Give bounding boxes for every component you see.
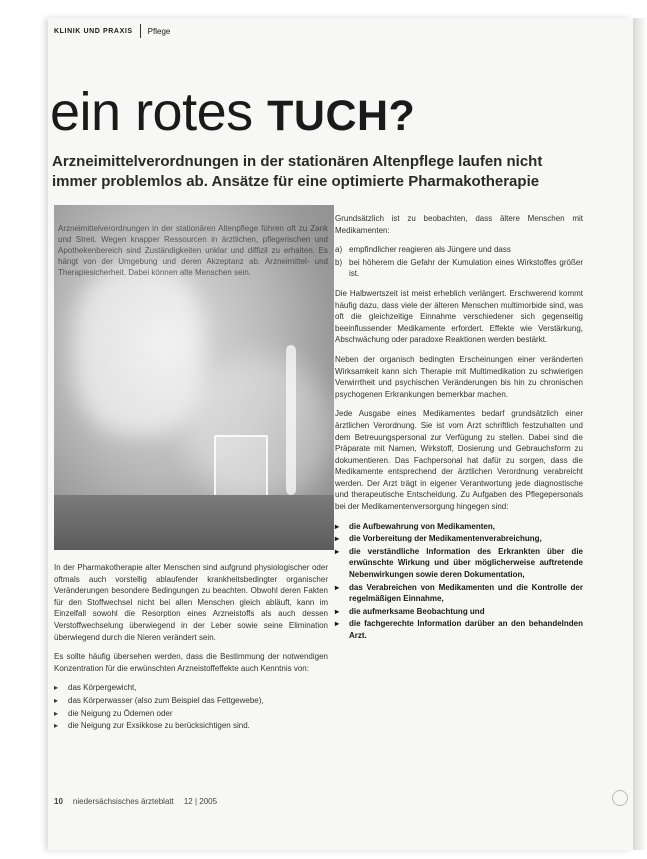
right-column — [335, 213, 583, 650]
photo-blur-shape — [74, 265, 204, 435]
paragraph: Die Halbwertszeit ist meist erheblich verlängert. Erschwerend kommt häufig dazu, dass viele der älteren Menschen multimorbide sind, was oft die gleichzeitige Einnahme verschiedener sich gegenseitig beeinflussender Medikamente erfordert. Effekte wie Verstärkung, Abschwächung oder paradoxe Reaktionen werden bestärkt. — [335, 288, 583, 345]
list-item: ▸ die Neigung zur Exsikkose zu berücksichtigen sind. — [54, 721, 250, 731]
bullet-icon: ▸ — [335, 619, 340, 629]
intro-paragraph: Arzneimittelverordnungen in der stationären Altenpflege führen oft zu Zank und Streit. Wegen knapper Ressourcen in ärztlichen, pflegerischen und Apothekenbereich sind Zuständigkeiten unklar und diffizil zu erhalten. Es hängt von der Umgebung und deren Akzeptanz ab. Arzneimittel- und Therapiesicherheit. Dabei können alte Menschen sein. — [58, 224, 328, 277]
bullet-icon: ▸ — [335, 606, 340, 616]
photo-table — [54, 495, 334, 550]
bullet-icon: ▸ — [54, 708, 59, 718]
paragraph: Es sollte häufig übersehen werden, dass die Bestimmung der notwendigen Konzentration für die erwünschten Arzneistoffeffekte auch Kenntnis von: — [54, 652, 328, 673]
bullet-icon: ▸ — [335, 546, 340, 556]
list-item: ▸ das Körpergewicht, — [54, 683, 137, 693]
header-divider — [140, 24, 141, 38]
list-item: ▸ die aufmerksame Beobachtung und — [335, 606, 485, 616]
list-item: ▸ die fachgerechte Information darüber an den behandelnden Arzt. — [335, 619, 583, 640]
bullet-icon: ▸ — [335, 582, 340, 592]
page-footer — [54, 797, 217, 806]
section-header — [54, 24, 170, 38]
section-label: KLINIK UND PRAXIS — [54, 27, 133, 35]
publication-name: niedersächsisches ärzteblatt — [72, 797, 174, 806]
title-bold: TUCH? — [267, 92, 416, 140]
bullet-icon: ▸ — [335, 521, 340, 531]
title-light: ein rotes — [50, 82, 268, 142]
list-item: ▸ die Vorbereitung der Medikamentenverabreichung, — [335, 534, 542, 544]
letter-list — [335, 244, 583, 280]
bullet-icon: ▸ — [54, 695, 59, 705]
page-subtitle: Arzneimittelverordnungen in der stationären Altenpflege laufen nicht immer problemlos ab. Ansätze für eine optimierte Pharmakotherapie — [52, 153, 543, 190]
page-title — [50, 82, 415, 146]
page-number: 10 — [54, 797, 63, 806]
bullet-icon: ▸ — [335, 534, 340, 544]
article-photo — [54, 205, 334, 550]
scan-mark-icon — [612, 790, 628, 806]
paragraph: Neben der organisch bedingten Erscheinungen einer veränderten Wirksamkeit kann sich Therapie mit Multimedikation zu schwierigen Verwirrtheit und psychischen Veränderungen bis hin zu chronischen psychogenen Erkrankungen bemerkbar machen. — [335, 354, 583, 399]
list-item: a) empfindlicher reagieren als Jüngere und dass — [335, 245, 511, 255]
left-bullet-list — [54, 682, 328, 731]
photo-bottle — [286, 345, 296, 495]
list-item: ▸ die Aufbewahrung von Medikamenten, — [335, 521, 495, 531]
list-item: ▸ das Verabreichen von Medikamenten und die Kontrolle der regelmäßigen Einnahme, — [335, 582, 583, 604]
paragraph: In der Pharmakotherapie alter Menschen sind aufgrund physiologischer oder oftmals auch vorstellig ablaufender krankheitsbedingter organischer Veränderungen besondere Bedingungen zu beachten. Obwohl deren Fakten für den Stoffwechsel nicht bei allen Menschen gleich abläuft, kann im Einzelfall sowohl die Resorption eines Arzneistoffs als auch dessen Verstoffwechselung überwiegend in der Leber sowie seine Elimination überwiegend durch die Nieren verändert sein. — [54, 563, 328, 642]
duties-bullet-list — [335, 521, 583, 642]
paragraph: Jede Ausgabe eines Medikamentes bedarf grundsätzlich einer ärztlichen Verordnung. Sie ist vom Arzt schriftlich festzuhalten und dem Betreuungspersonal zur Verfügung zu stellen. Dabei sind die Präparate mit Namen, Wirkstoff, Dosierung und Gebrauchsform zu dokumentieren. Das Fachpersonal hat dafür zu sorgen, dass die Medikamente entsprechend der ärztlichen Verordnung verabreicht werden. Der Arzt trägt in eigener Verantwortung jede diagnostische und therapeutische Entscheidung. Zu Aufgaben des Pflegepersonals bei der Medikamentenversorgung hingegen sind: — [335, 409, 583, 512]
bullet-icon: ▸ — [54, 683, 59, 693]
issue-label: 12 | 2005 — [183, 797, 218, 806]
paragraph: Grundsätzlich ist zu beobachten, dass ältere Menschen mit Medikamenten: — [335, 214, 583, 235]
list-item: ▸ die Neigung zu Ödemen oder — [54, 708, 173, 718]
list-item: b) bei höherem die Gefahr der Kumulation eines Wirkstoffes größer ist. — [335, 257, 583, 279]
list-item: ▸ die verständliche Information des Erkrankten über die erwünschte Wirkung und über möglicherweise auftretende Nebenwirkungen sowie deren Dokumentation, — [335, 546, 583, 580]
bullet-icon: ▸ — [54, 721, 59, 731]
left-column — [54, 562, 328, 740]
subsection-label: Pflege — [147, 26, 171, 36]
list-item: ▸ das Körperwasser (also zum Beispiel das Fettgewebe), — [54, 695, 264, 705]
